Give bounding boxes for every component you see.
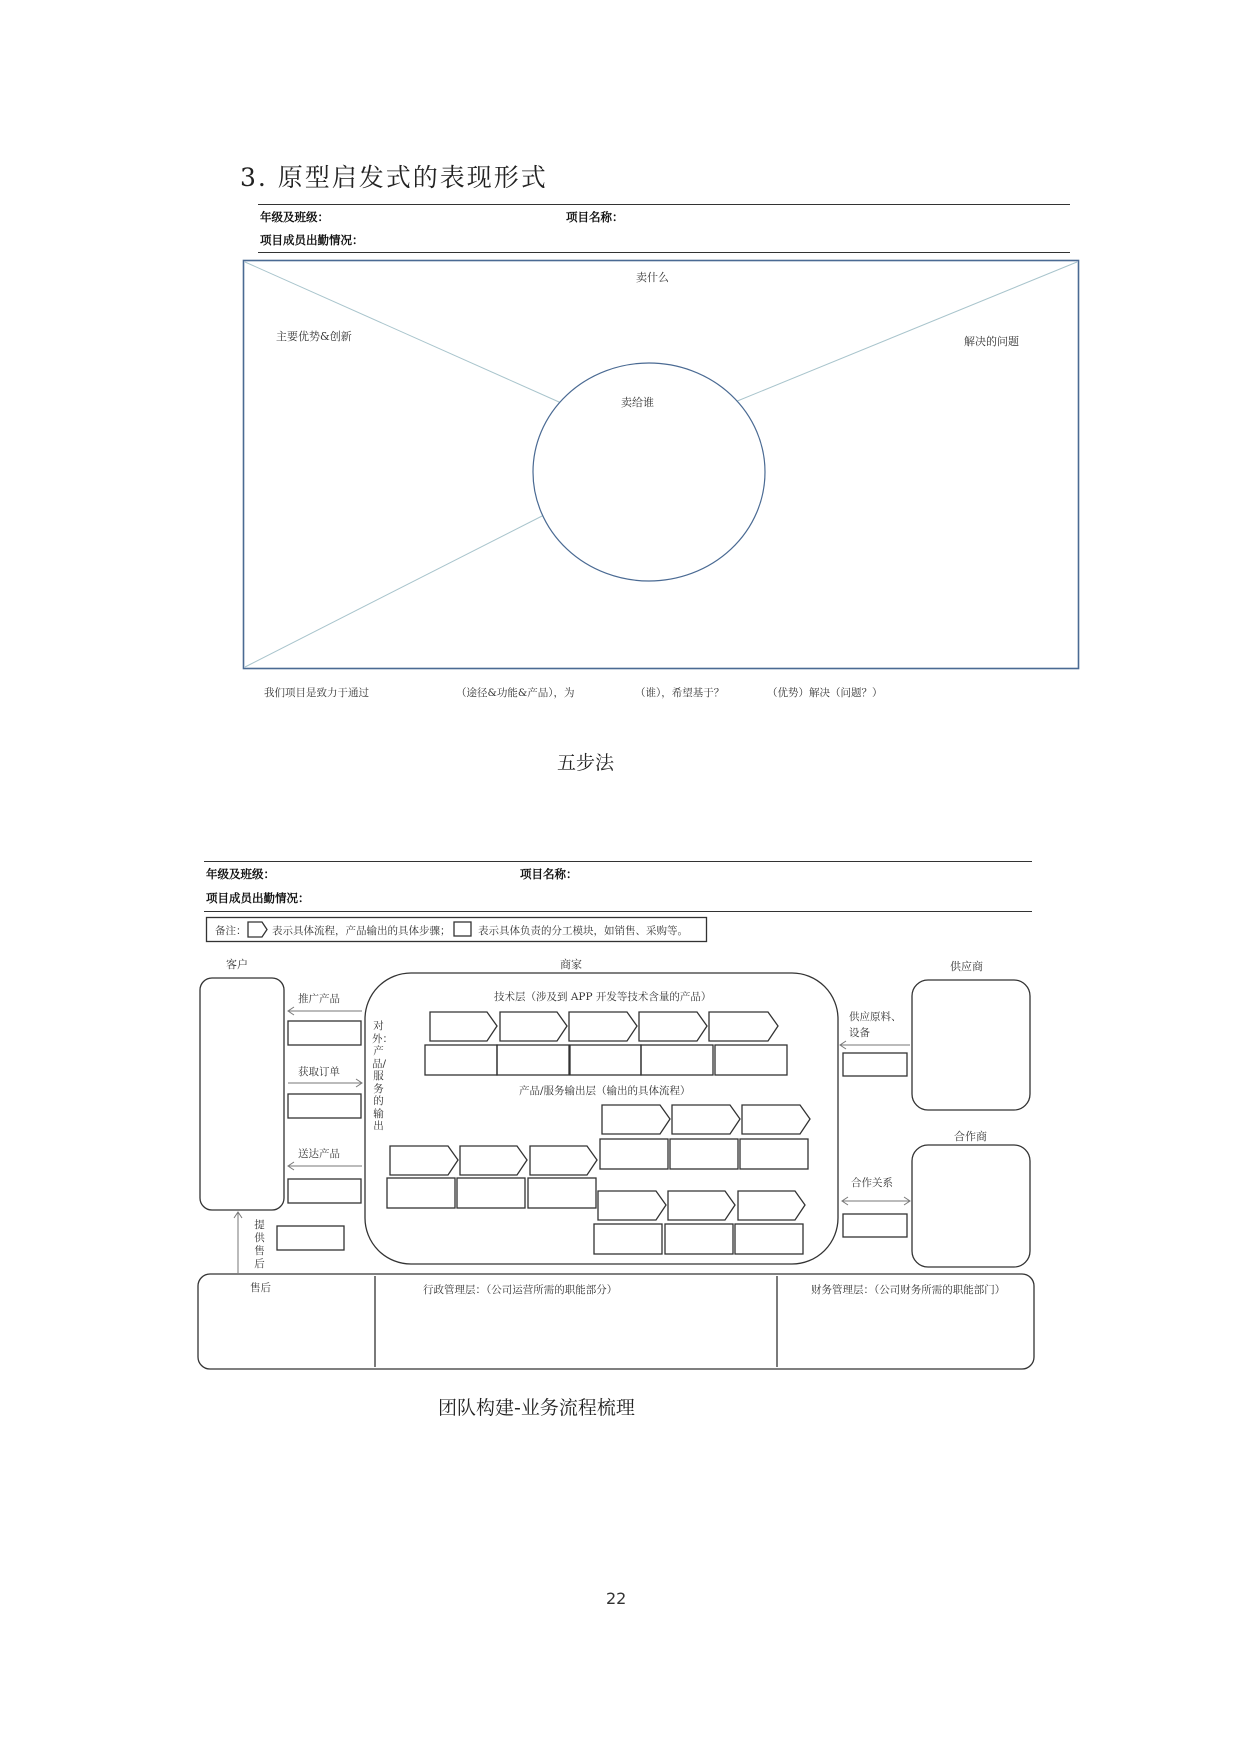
product-box-b1 (387, 1178, 455, 1208)
product-arrow-b3 (530, 1146, 597, 1175)
supply-material-label-1: 供应原料、 (849, 1011, 902, 1023)
statement-part-4: （优势）解决（问题？） (767, 687, 883, 699)
business-flow-caption: 团队构建-业务流程梳理 (438, 1397, 635, 1419)
deliver-label: 送达产品 (298, 1148, 340, 1160)
statement-part-3: （谁），希望基于？ (635, 687, 725, 699)
product-box-a2 (670, 1139, 738, 1169)
get-order-label: 获取订单 (298, 1066, 340, 1078)
partner-label: 合作商 (954, 1130, 987, 1143)
product-arrow-a3 (742, 1105, 810, 1134)
product-box-c1 (594, 1224, 662, 1254)
deliver-box (288, 1179, 361, 1203)
statement-part-2: （途径&功能&产品），为 (456, 687, 575, 699)
note-box-text: 表示具体负责的分工模块，如销售、采购等。 (478, 925, 688, 937)
customer-box (200, 978, 284, 1210)
order-box (288, 1094, 361, 1118)
after-sale-service-label: 提供售后 (254, 1219, 265, 1270)
tech-arrow-3 (569, 1012, 637, 1041)
tech-arrow-5 (709, 1012, 778, 1041)
flow-project-name-label: 项目名称： (520, 867, 578, 881)
grade-label: 年级及班级： (260, 210, 329, 224)
what-to-sell-label: 卖什么 (636, 271, 669, 284)
merchant-label: 商家 (560, 958, 582, 971)
product-box-b3 (528, 1178, 596, 1208)
product-box-b2 (457, 1178, 525, 1208)
product-arrow-b2 (460, 1146, 527, 1175)
promote-box (288, 1021, 361, 1045)
tech-arrow-2 (500, 1012, 567, 1041)
service-box (277, 1226, 344, 1250)
cooperation-label: 合作关系 (851, 1177, 893, 1189)
supplier-box (912, 980, 1030, 1110)
product-box-c3 (735, 1224, 803, 1254)
note-box-symbol (454, 922, 471, 936)
product-arrow-c1 (598, 1191, 666, 1220)
after-sales-label: 售后 (250, 1282, 271, 1294)
section-heading: 3. 原型启发式的表现形式 (240, 163, 548, 192)
promote-label: 推广产品 (298, 993, 340, 1005)
advantage-label: 主要优势&创新 (276, 330, 352, 343)
statement-part-1: 我们项目是致力于通过 (264, 687, 369, 699)
tech-box-5 (715, 1045, 787, 1075)
tech-box-4 (641, 1045, 713, 1075)
tech-box-1 (425, 1045, 497, 1075)
product-box-c2 (665, 1224, 733, 1254)
product-box-a1 (600, 1139, 668, 1169)
admin-layer-label: 行政管理层：（公司运营所需的职能部分） (423, 1284, 618, 1296)
tech-layer-label: 技术层（涉及到 APP 开发等技术含量的产品） (494, 991, 712, 1003)
supplier-label: 供应商 (950, 960, 983, 973)
product-arrow-a1 (602, 1105, 670, 1134)
cooperation-box (843, 1214, 907, 1237)
flow-grade-label: 年级及班级： (206, 867, 275, 881)
note-arrow-symbol (248, 922, 267, 937)
tech-box-3 (570, 1045, 641, 1075)
problem-label: 解决的问题 (964, 335, 1019, 348)
product-arrow-a2 (672, 1105, 740, 1134)
who-to-sell-label: 卖给谁 (621, 396, 654, 409)
product-arrow-b1 (390, 1146, 458, 1175)
flow-attendance-label: 项目成员出勤情况： (206, 891, 310, 905)
supply-box (843, 1053, 907, 1076)
external-output-label: 对外：产品/服务的输出 (372, 1020, 393, 1132)
product-arrow-c2 (668, 1191, 735, 1220)
supply-material-label-2: 设备 (849, 1027, 870, 1039)
attendance-label: 项目成员出勤情况： (260, 233, 364, 247)
note-arrow-text: 表示具体流程，产品输出的具体步骤； (272, 925, 451, 937)
product-layer-label: 产品/服务输出层（输出的具体流程） (519, 1085, 691, 1097)
finance-layer-label: 财务管理层：（公司财务所需的职能部门） (811, 1284, 1006, 1296)
product-arrow-c3 (738, 1191, 805, 1220)
project-name-label: 项目名称： (566, 210, 624, 224)
page-number: 22 (606, 1589, 627, 1608)
note-prefix: 备注： (215, 925, 247, 937)
five-step-caption: 五步法 (557, 752, 615, 774)
product-box-a3 (740, 1139, 808, 1169)
tech-box-2 (497, 1045, 569, 1075)
tech-arrow-4 (639, 1012, 707, 1041)
tech-arrow-1 (430, 1012, 497, 1041)
customer-label: 客户 (226, 958, 248, 971)
partner-box (912, 1145, 1030, 1267)
